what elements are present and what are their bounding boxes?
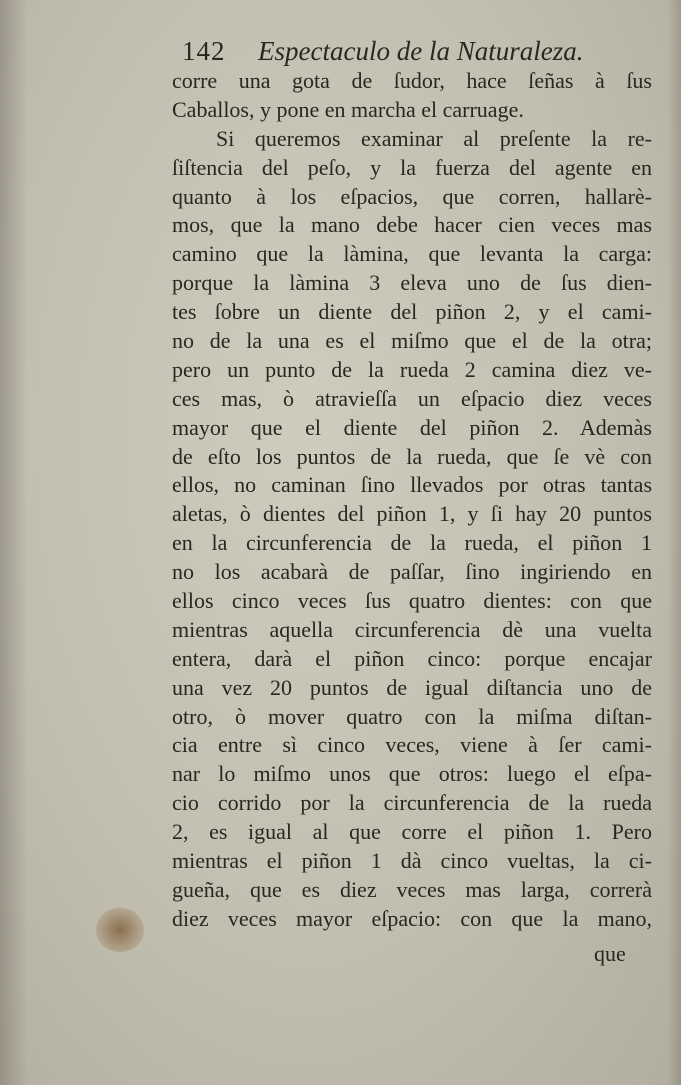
text-line: no los acabarà de paſſar, ſino ingiriendo en: [172, 559, 652, 585]
text-line: entera, darà el piñon cinco: porque encajar: [172, 645, 652, 671]
text-line: cio corrido por la circunferencia de la rueda: [172, 790, 652, 816]
running-title: Espectaculo de la Naturaleza.: [258, 36, 584, 66]
text-line: pero un punto de la rueda 2 camina diez ve-: [172, 356, 652, 382]
text-line: ſiſtencia del peſo, y la fuerza del agente en: [172, 154, 652, 180]
text-line: tes ſobre un diente del piñon 2, y el cami-: [172, 299, 652, 325]
text-line: Si queremos examinar al preſente la re-: [216, 125, 652, 151]
text-line: camino que la làmina, que levanta la carga:: [172, 241, 652, 267]
text-line: nar lo miſmo unos que otros: luego el eſpa-: [172, 761, 652, 787]
body-text: [172, 67, 652, 934]
catchword: que: [594, 941, 626, 966]
text-line: no de la una es el miſmo que el de la otra;: [172, 328, 652, 354]
page-number: 142: [182, 36, 226, 66]
text-line: gueña, que es diez veces mas larga, correrà: [172, 876, 652, 902]
text-line: ces mas, ò atravieſſa un eſpacio diez veces: [172, 385, 652, 411]
foxing-stain: [96, 908, 144, 952]
text-line: corre una gota de ſudor, hace ſeñas à ſus: [172, 68, 652, 93]
text-line: en la circunferencia de la rueda, el piñon 1: [172, 530, 652, 556]
gutter-shadow: [0, 0, 28, 1085]
text-line: ellos cinco veces ſus quatro dientes: con que: [172, 588, 652, 614]
text-line: mientras aquella circunferencia dè una vuelta: [172, 616, 652, 642]
text-line: diez veces mayor eſpacio: con que la mano,: [172, 905, 652, 931]
page-edge-shadow: [667, 0, 681, 1085]
text-line: una vez 20 puntos de igual diſtancia uno de: [172, 674, 652, 700]
running-header: [170, 36, 590, 70]
text-line: mayor que el diente del piñon 2. Ademàs: [172, 414, 652, 440]
text-line: quanto à los eſpacios, que corren, hallarè-: [172, 183, 652, 209]
text-line: aletas, ò dientes del piñon 1, y ſi hay 20 puntos: [172, 501, 652, 527]
text-line: Caballos, y pone en marcha el carruage.: [172, 96, 524, 122]
text-line: 2, es igual al que corre el piñon 1. Pero: [172, 819, 652, 845]
text-line: de eſto los puntos de la rueda, que ſe vè con: [172, 443, 652, 469]
text-line: porque la làmina 3 eleva uno de ſus dien-: [172, 270, 652, 296]
text-line: otro, ò mover quatro con la miſma diſtan-: [172, 703, 652, 729]
text-line: mientras el piñon 1 dà cinco vueltas, la ci-: [172, 848, 652, 874]
text-line: mos, que la mano debe hacer cien veces mas: [172, 212, 652, 238]
text-line: cia entre sì cinco veces, viene à ſer cami-: [172, 732, 652, 758]
text-line: ellos, no caminan ſino llevados por otras tantas: [172, 472, 652, 498]
